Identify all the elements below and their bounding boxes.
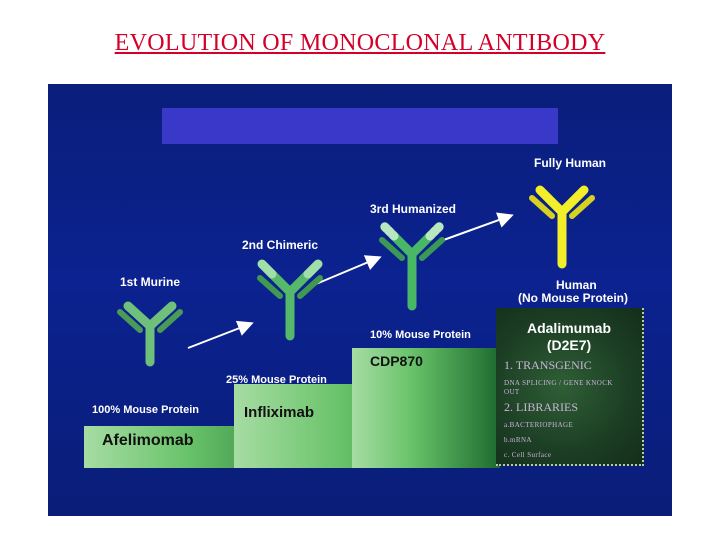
protein-label-100: 100% Mouse Protein [92, 404, 199, 416]
humanized-antibody-icon [382, 226, 442, 306]
arrow-3 [438, 216, 510, 242]
page-title: EVOLUTION OF MONOCLONAL ANTIBODY [114, 30, 606, 56]
drug-label-cdp870: CDP870 [370, 353, 423, 369]
protein-label-10: 10% Mouse Protein [370, 329, 471, 341]
stage-label-murine: 1st Murine [120, 275, 181, 289]
note-dna-splicing-line1: DNA SPLICING / GENE KNOCK [504, 379, 613, 387]
diagram-panel [48, 84, 672, 516]
chimeric-antibody-icon [260, 264, 320, 336]
note-libraries: 2. LIBRARIES [504, 400, 579, 414]
arrow-2 [316, 258, 378, 284]
drug-label-afelimomab: Afelimomab [102, 432, 194, 449]
murine-antibody-icon [120, 306, 180, 362]
note-bacteriophage: a.BACTERIOPHAGE [504, 421, 574, 429]
drug-label-infliximab: Infliximab [244, 404, 315, 421]
adalimumab-box [496, 308, 644, 466]
note-mrna: b.mRNA [504, 436, 532, 444]
arrow-1 [188, 324, 250, 348]
stage-label-chimeric: 2nd Chimeric [242, 238, 319, 252]
drug-label-adalimumab: Adalimumab [526, 320, 611, 336]
protein-label-25: 25% Mouse Protein [226, 374, 327, 386]
note-cell-surface: c. Cell Surface [504, 451, 552, 459]
stage-label-fully-human: Fully Human [534, 156, 607, 170]
note-transgenic: 1. TRANSGENIC [504, 358, 592, 372]
human-label-line2: (No Mouse Protein) [518, 291, 628, 305]
human-antibody-icon [532, 190, 592, 264]
note-dna-splicing-line2: OUT [504, 388, 520, 396]
drug-label-d2e7: (D2E7) [546, 337, 592, 353]
stage-label-humanized: 3rd Humanized [370, 202, 457, 216]
human-label-line1: Human [556, 278, 597, 292]
